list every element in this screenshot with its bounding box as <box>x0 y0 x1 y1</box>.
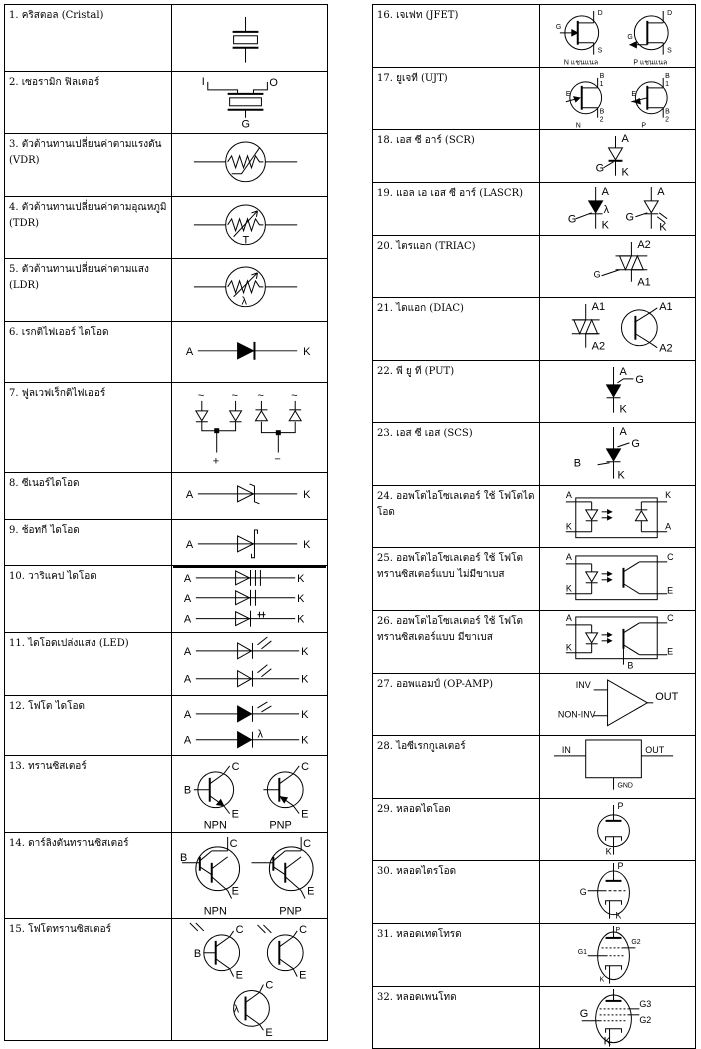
zener-diode-symbol <box>172 472 328 519</box>
svg-text:K: K <box>303 538 311 551</box>
item-label: 9. ช้อทกี ไดโอด <box>5 519 172 566</box>
svg-text:B: B <box>665 72 670 80</box>
table-row <box>373 423 696 486</box>
table-row <box>5 5 328 72</box>
svg-text:B: B <box>599 72 605 80</box>
svg-text:P: P <box>615 926 621 934</box>
svg-text:N: N <box>575 122 581 130</box>
svg-text:A: A <box>657 185 665 198</box>
svg-text:K: K <box>665 489 672 500</box>
svg-text:K: K <box>605 846 612 857</box>
svg-text:K: K <box>619 403 627 416</box>
item-label: 17. ยูเจที (UJT) <box>373 67 540 130</box>
svg-text:λ: λ <box>241 296 248 309</box>
svg-text:A: A <box>621 133 629 146</box>
svg-text:PNP: PNP <box>279 905 302 918</box>
table-row <box>373 986 696 1049</box>
svg-text:OUT: OUT <box>645 745 665 756</box>
scs-symbol <box>540 423 696 486</box>
diac-symbol <box>540 298 696 361</box>
svg-text:IN: IN <box>561 745 571 756</box>
table-row <box>373 67 696 130</box>
svg-text:−: − <box>274 453 281 466</box>
table-row <box>5 632 328 695</box>
svg-text:C: C <box>667 552 674 563</box>
svg-text:G1: G1 <box>577 948 588 956</box>
svg-text:K: K <box>603 1035 611 1048</box>
svg-text:OUT: OUT <box>655 690 679 703</box>
right-symbol-table <box>372 4 696 1049</box>
svg-text:K: K <box>565 521 572 532</box>
svg-text:A: A <box>565 612 572 623</box>
svg-text:1: 1 <box>665 80 670 88</box>
svg-text:P แชนแนล: P แชนแนล <box>633 59 668 67</box>
item-label: 1. คริสตอล (Cristal) <box>5 5 172 72</box>
triode-tube-symbol <box>540 861 696 924</box>
svg-text:B: B <box>599 108 605 116</box>
svg-text:K: K <box>615 911 622 922</box>
item-label: 11. ไดโอดเปล่งแสง (LED) <box>5 632 172 695</box>
scr-symbol <box>540 130 696 183</box>
item-label: 21. ไดแอก (DIAC) <box>373 298 540 361</box>
svg-text:PNP: PNP <box>269 819 292 832</box>
svg-text:B: B <box>627 660 634 671</box>
svg-text:S: S <box>667 47 672 55</box>
put-symbol <box>540 360 696 423</box>
svg-text:λ: λ <box>603 203 610 216</box>
rectifier-diode-symbol <box>172 321 328 382</box>
svg-text:A: A <box>601 185 609 198</box>
svg-text:I: I <box>201 75 205 88</box>
bridge-rectifier-symbol <box>172 382 328 472</box>
svg-text:λ: λ <box>257 728 263 741</box>
table-row <box>5 196 328 259</box>
table-row <box>5 695 328 756</box>
svg-text:A2: A2 <box>637 238 651 251</box>
svg-text:NON-INV: NON-INV <box>557 709 596 720</box>
optoisolator-photodiode-symbol <box>540 485 696 548</box>
svg-text:E: E <box>631 90 637 98</box>
table-row <box>5 71 328 134</box>
svg-text:A: A <box>183 734 192 747</box>
svg-text:K: K <box>303 488 311 501</box>
svg-text:~: ~ <box>197 389 205 402</box>
svg-text:A: A <box>183 613 192 626</box>
item-label: 31. หลอดเทตโทรด <box>373 924 540 987</box>
tetrode-tube-symbol <box>540 924 696 987</box>
svg-text:G2: G2 <box>639 1014 652 1025</box>
svg-text:G: G <box>241 118 251 131</box>
svg-text:S: S <box>597 47 603 55</box>
schottky-diode-symbol <box>172 519 328 566</box>
svg-text:K: K <box>301 673 309 686</box>
table-row <box>5 566 328 633</box>
table-row <box>373 861 696 924</box>
table-row <box>373 924 696 987</box>
svg-text:C: C <box>265 979 274 992</box>
svg-text:E: E <box>265 1027 273 1040</box>
svg-text:G3: G3 <box>639 998 652 1009</box>
table-row <box>5 756 328 833</box>
svg-text:K: K <box>565 642 572 653</box>
svg-text:C: C <box>667 612 674 623</box>
item-label: 30. หลอดไตรโอด <box>373 861 540 924</box>
svg-text:2: 2 <box>599 116 604 124</box>
svg-text:NPN: NPN <box>203 819 227 832</box>
svg-text:INV: INV <box>575 679 591 690</box>
item-label: 7. ฟูลเวฟเร็กติไฟเออร์ <box>5 382 172 472</box>
svg-text:E: E <box>235 969 243 982</box>
svg-text:A2: A2 <box>591 340 606 353</box>
svg-text:K: K <box>659 221 667 234</box>
svg-text:2: 2 <box>665 116 670 124</box>
svg-text:P: P <box>641 122 646 130</box>
varicap-diode-symbol <box>172 566 328 633</box>
pentode-tube-symbol <box>540 986 696 1049</box>
tdr-symbol <box>172 196 328 259</box>
svg-text:P: P <box>617 861 624 872</box>
svg-text:A: A <box>183 673 192 686</box>
svg-text:K: K <box>297 613 305 626</box>
table-row <box>5 259 328 322</box>
svg-text:B: B <box>665 108 670 116</box>
ic-regulator-symbol <box>540 736 696 799</box>
table-row <box>373 298 696 361</box>
svg-text:E: E <box>231 808 239 821</box>
svg-text:G2: G2 <box>631 938 641 946</box>
phototransistor-symbol <box>172 919 328 1041</box>
svg-text:A: A <box>665 521 672 532</box>
svg-text:G: G <box>627 33 633 41</box>
table-row <box>373 5 696 68</box>
item-label: 32. หลอดเพนโทด <box>373 986 540 1049</box>
svg-text:K: K <box>565 584 572 595</box>
svg-text:~: ~ <box>257 389 264 402</box>
svg-text:G: G <box>635 373 644 386</box>
lascr-symbol <box>540 182 696 235</box>
item-label: 27. ออพแอมป์ (OP-AMP) <box>373 673 540 736</box>
table-row <box>373 130 696 183</box>
svg-text:B: B <box>183 784 192 797</box>
table-row <box>5 472 328 519</box>
svg-text:B: B <box>193 947 202 960</box>
item-label: 19. แอล เอ เอส ซี อาร์ (LASCR) <box>373 182 540 235</box>
svg-text:K: K <box>617 469 625 482</box>
svg-text:O: O <box>269 76 278 89</box>
svg-text:D: D <box>597 9 603 17</box>
svg-text:N แชนแนล: N แชนแนล <box>563 59 599 67</box>
svg-text:A: A <box>565 552 572 563</box>
optoisolator-phototransistor-symbol <box>540 548 696 611</box>
item-label: 8. ซีเนอร์ไดโอด <box>5 472 172 519</box>
svg-text:A: A <box>183 593 192 606</box>
transistor-symbol <box>172 756 328 833</box>
triac-symbol <box>540 235 696 298</box>
svg-text:G: G <box>625 211 634 224</box>
svg-text:E: E <box>301 808 309 821</box>
svg-text:K: K <box>297 593 305 606</box>
svg-text:λ: λ <box>233 1003 240 1016</box>
svg-text:C: C <box>231 761 240 774</box>
item-label: 3. ตัวต้านทานเปลี่ยนค่าตามแรงดัน (VDR) <box>5 134 172 197</box>
svg-text:A: A <box>183 573 192 586</box>
table-row <box>373 360 696 423</box>
svg-text:G: G <box>579 1007 589 1020</box>
svg-text:A: A <box>183 708 192 721</box>
jfet-symbol <box>540 5 696 68</box>
table-row <box>373 673 696 736</box>
svg-text:A: A <box>565 489 572 500</box>
svg-text:T: T <box>242 234 250 247</box>
svg-text:E: E <box>667 586 674 597</box>
svg-text:G: G <box>567 213 577 226</box>
svg-text:A1: A1 <box>659 301 673 314</box>
item-label: 5. ตัวต้านทานเปลี่ยนค่าตามแสง (LDR) <box>5 259 172 322</box>
item-label: 10. วาริแคป ไดโอด <box>5 566 172 633</box>
svg-text:C: C <box>235 923 244 936</box>
table-row <box>5 321 328 382</box>
item-label: 13. ทรานซิสเตอร์ <box>5 756 172 833</box>
svg-text:B: B <box>573 457 582 470</box>
item-label: 4. ตัวต้านทานเปลี่ยนค่าตามอุณหภูมิ (TDR) <box>5 196 172 259</box>
table-row <box>5 832 328 918</box>
item-label: 6. เรกติไฟเออร์ ไดโอด <box>5 321 172 382</box>
item-label: 18. เอส ซี อาร์ (SCR) <box>373 130 540 183</box>
svg-text:A: A <box>185 538 194 551</box>
item-label: 16. เจเฟท (JFET) <box>373 5 540 68</box>
item-label: 24. ออพโตไอโซเลเตอร์ ใช้ โฟโตไดโอด <box>373 485 540 548</box>
item-label: 15. โฟโตทรานซิสเตอร์ <box>5 919 172 1041</box>
table-row <box>5 134 328 197</box>
item-label: 23. เอส ซี เอส (SCS) <box>373 423 540 486</box>
svg-text:+: + <box>212 455 220 468</box>
svg-text:E: E <box>667 646 674 657</box>
op-amp-symbol <box>540 673 696 736</box>
item-label: 29. หลอดไดโอด <box>373 798 540 861</box>
svg-text:A: A <box>185 345 194 358</box>
diode-tube-symbol <box>540 798 696 861</box>
table-row <box>5 919 328 1041</box>
led-symbol <box>172 632 328 695</box>
item-label: 25. ออพโตไอโซเลเตอร์ ใช้ โฟโตทรานซิสเตอร์แบบ ไม่มีขาเบส <box>373 548 540 611</box>
table-row <box>5 519 328 566</box>
svg-text:C: C <box>229 837 238 850</box>
table-row <box>373 736 696 799</box>
svg-text:D: D <box>667 9 673 17</box>
svg-text:A1: A1 <box>591 301 606 314</box>
ldr-symbol <box>172 259 328 322</box>
table-row <box>373 485 696 548</box>
svg-text:E: E <box>231 885 239 898</box>
svg-text:K: K <box>297 573 305 586</box>
table-row <box>373 798 696 861</box>
svg-text:A: A <box>619 365 627 378</box>
svg-text:A2: A2 <box>659 342 673 355</box>
svg-text:G: G <box>593 269 601 280</box>
svg-text:E: E <box>299 969 307 982</box>
crystal-symbol <box>172 5 328 72</box>
item-label: 22. พี ยู ที (PUT) <box>373 360 540 423</box>
svg-text:G: G <box>631 438 640 451</box>
svg-text:E: E <box>565 90 571 98</box>
item-label: 12. โฟโต ไดโอด <box>5 695 172 756</box>
svg-text:A: A <box>185 488 194 501</box>
svg-text:K: K <box>303 345 311 358</box>
svg-text:NPN: NPN <box>203 905 227 918</box>
svg-text:K: K <box>301 645 309 658</box>
svg-text:G: G <box>579 887 587 898</box>
table-row <box>373 182 696 235</box>
svg-text:GND: GND <box>617 782 633 790</box>
item-label: 28. ไอซีเรกกูเลเตอร์ <box>373 736 540 799</box>
table-row <box>5 382 328 472</box>
svg-text:~: ~ <box>231 389 238 402</box>
svg-text:B: B <box>179 851 188 864</box>
table-row <box>373 235 696 298</box>
photodiode-symbol <box>172 695 328 756</box>
table-row <box>373 548 696 611</box>
item-label: 14. ดาร์ลิงตันทรานซิสเตอร์ <box>5 832 172 918</box>
table-row <box>373 611 696 674</box>
svg-text:K: K <box>599 976 605 984</box>
darlington-transistor-symbol <box>172 832 328 918</box>
svg-text:C: C <box>301 761 310 774</box>
svg-text:G: G <box>555 23 562 31</box>
svg-text:A1: A1 <box>637 276 651 289</box>
svg-text:A: A <box>619 426 627 439</box>
item-label: 20. ไตรแอก (TRIAC) <box>373 235 540 298</box>
optoisolator-phototransistor-base-symbol <box>540 611 696 674</box>
svg-text:K: K <box>601 219 609 232</box>
svg-text:K: K <box>301 734 309 747</box>
ujt-symbol <box>540 67 696 130</box>
item-label: 2. เซอรามิก ฟิลเตอร์ <box>5 71 172 134</box>
svg-text:P: P <box>617 800 624 811</box>
svg-text:C: C <box>303 837 312 850</box>
left-symbol-table <box>4 4 328 1041</box>
ceramic-filter-symbol <box>172 71 328 134</box>
svg-text:E: E <box>307 885 315 898</box>
svg-text:K: K <box>301 708 309 721</box>
svg-text:G: G <box>595 162 605 175</box>
svg-text:1: 1 <box>599 80 604 88</box>
item-label: 26. ออพโตไอโซเลเตอร์ ใช้ โฟโตทรานซิสเตอร์แบบ มีขาเบส <box>373 611 540 674</box>
vdr-symbol <box>172 134 328 197</box>
svg-text:C: C <box>299 923 308 936</box>
svg-text:A: A <box>183 645 192 658</box>
svg-text:K: K <box>621 166 629 179</box>
svg-text:~: ~ <box>291 389 298 402</box>
